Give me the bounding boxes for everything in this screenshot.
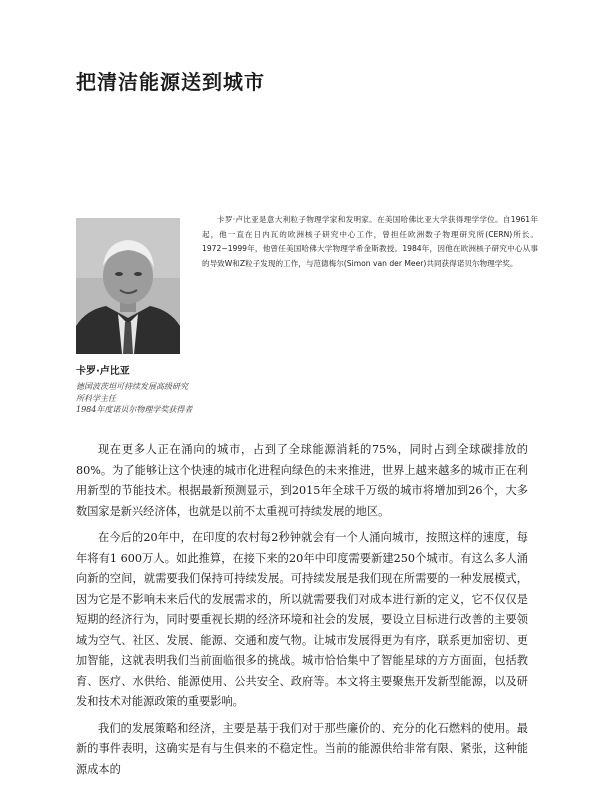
body-paragraph: 现在更多人正在涌向的城市，占到了全球能源消耗的75%，同时占到全球碳排放的80%。为了能够让这个快速的城市化进程向绿色的未来推进，世界上越来越多的城市正在利用新型的节能技术。根据最新预测显示，到2015年全球千万级的城市将增加到26个，大多数国家是新兴经济体，也就是以前不太重视可持续发展的地区。 <box>76 443 528 518</box>
article-title: 把清洁能源送到城市 <box>76 70 265 94</box>
author-award-line: 1984年度诺贝尔物理学奖获得者 <box>76 405 193 414</box>
article-body <box>76 440 528 786</box>
author-affiliation-line: 德国波茨坦可持续发展高级研究 <box>76 382 188 391</box>
portrait-illustration <box>76 218 180 354</box>
body-paragraph: 在今后的20年中，在印度的农村每2秒钟就会有一个人涌向城市，按照这样的速度，每年将有1 600万人。如此推算，在接下来的20年中印度需要新建250个城市。有这么多人涌向新的空间，就需要我们保持可持续发展。可持续发展是我们现在所需要的一种发展模式，因为它是不影响未来后代的发展需求的，所以就需要我们对成本进行新的定义，它不仅仅是短期的经济行为，同时要重视长期的经济环境和社会的发展，要设立目标进行改善的主要领域为空气、社区、发展、能源、交通和废气物。让城市发展得更为有序，联系更加密切、更加智能，这就表明我们当前面临很多的挑战。城市恰恰集中了智能星球的方方面面，包括教育、医疗、水供给、能源使用、公共安全、政府等。本文将主要聚焦开发新型能源，以及研发和技术对能源政策的重要影响。 <box>76 531 528 708</box>
author-name: 卡罗·卢比亚 <box>76 366 130 377</box>
author-caption <box>76 362 276 416</box>
body-paragraph: 我们的发展策略和经济，主要是基于我们对于那些廉价的、充分的化石燃料的使用。最新的事件表明，这确实是有与生俱来的不稳定性。当前的能源供给非常有限、紧张，这种能源成本的 <box>76 721 528 776</box>
author-biography: 卡罗·卢比亚是意大利粒子物理学家和发明家。在美国哈佛比亚大学获得理学学位。自1961年起，他一直在日内瓦的欧洲核子研究中心工作，曾担任欧洲数子物理研究所(CERN)所长。1972~1999年，他曾任美国哈佛大学物理学希金斯教授。1984年，因他在欧洲核子研究中心从事的导致W和Z粒子发现的工作，与范德梅尔(Simon van der Meer)共同获得诺贝尔物理学奖。 <box>202 215 538 268</box>
author-affiliation-line: 所科学主任 <box>76 393 116 403</box>
portrait-photo <box>76 218 180 354</box>
